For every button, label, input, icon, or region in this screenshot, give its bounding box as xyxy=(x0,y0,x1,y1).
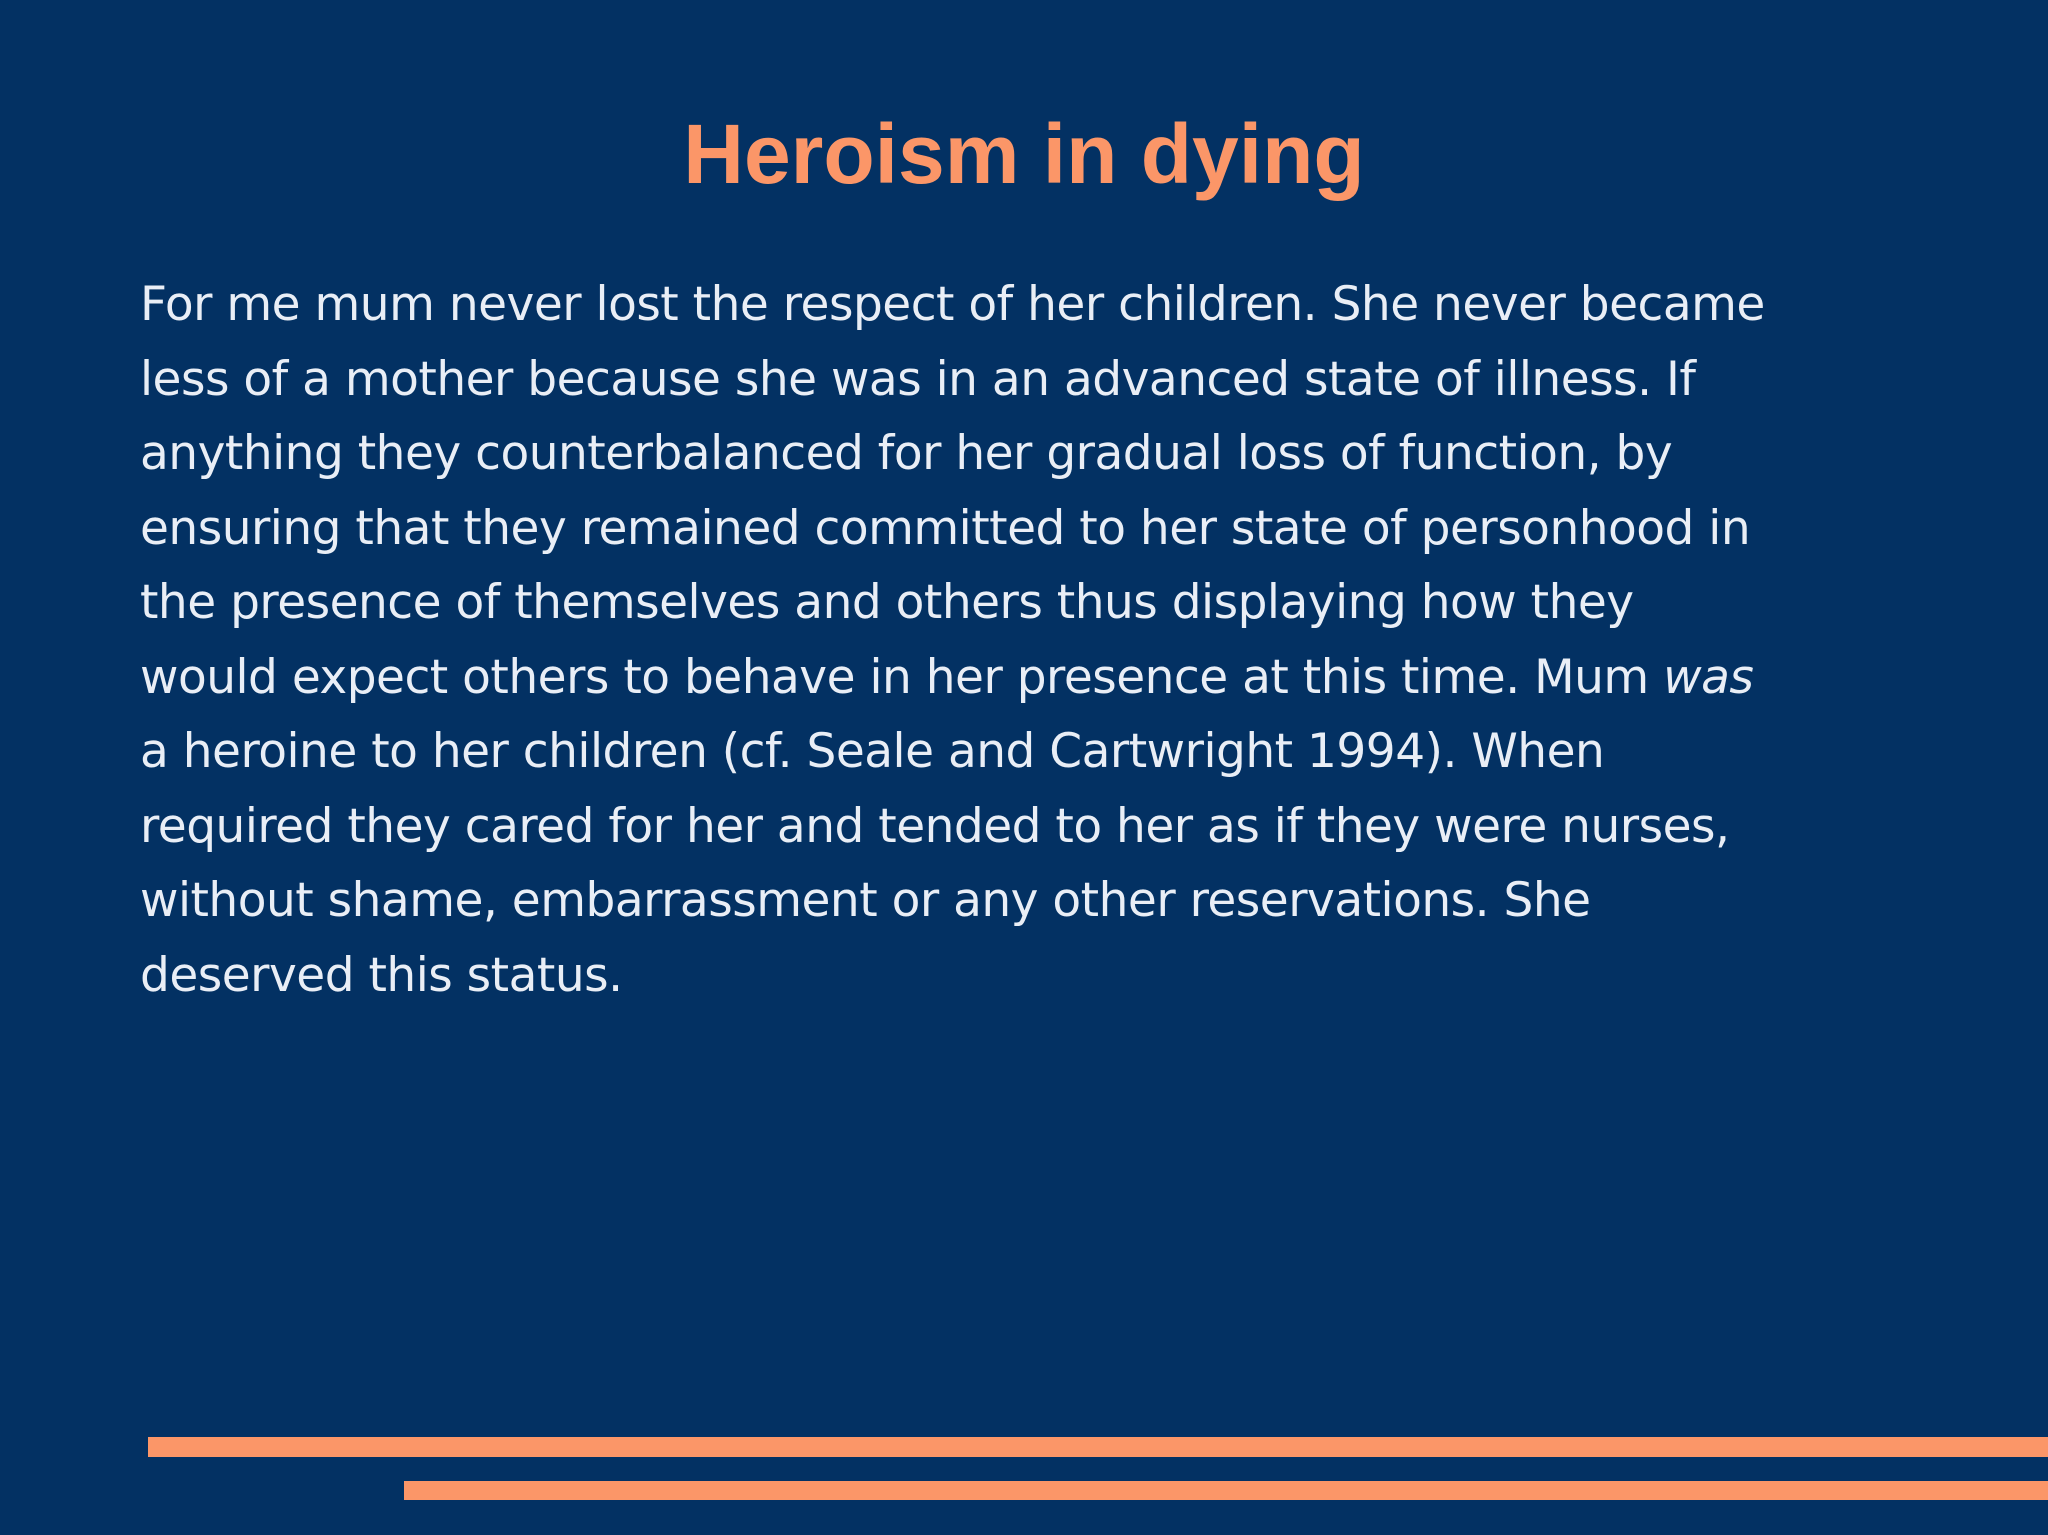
emphasis-word: was xyxy=(1663,649,1754,705)
body-line-10: deserved this status. xyxy=(140,947,623,1003)
body-line-5: the presence of themselves and others thus displaying how they xyxy=(140,575,1634,630)
body-line-7: a heroine to her children (cf. Seale and Cartwright 1994). When xyxy=(140,724,1605,779)
body-line-8: required they cared for her and tended to her as if they were nurses, xyxy=(140,798,1730,854)
body-line-2: less of a mother because she was in an advanced state of illness. If xyxy=(140,351,1696,407)
body-line-6-text: would expect others to behave in her presence at this time. Mum xyxy=(140,649,1664,705)
body-line-3: anything they counterbalanced for her gradual loss of function, by xyxy=(140,426,1673,481)
decorative-rule-lower xyxy=(404,1481,2048,1500)
body-line-6 xyxy=(140,641,1980,716)
body-line-9: without shame, embarrassment or any other reservations. She xyxy=(140,873,1591,928)
slide-body xyxy=(140,268,1980,1013)
slide-title: Heroism in dying xyxy=(683,107,1365,201)
decorative-rule-upper xyxy=(148,1437,2048,1457)
body-line-1: For me mum never lost the respect of her children. She never became xyxy=(140,277,1765,332)
body-line-4: ensuring that they remained committed to her state of personhood in xyxy=(140,500,1751,556)
